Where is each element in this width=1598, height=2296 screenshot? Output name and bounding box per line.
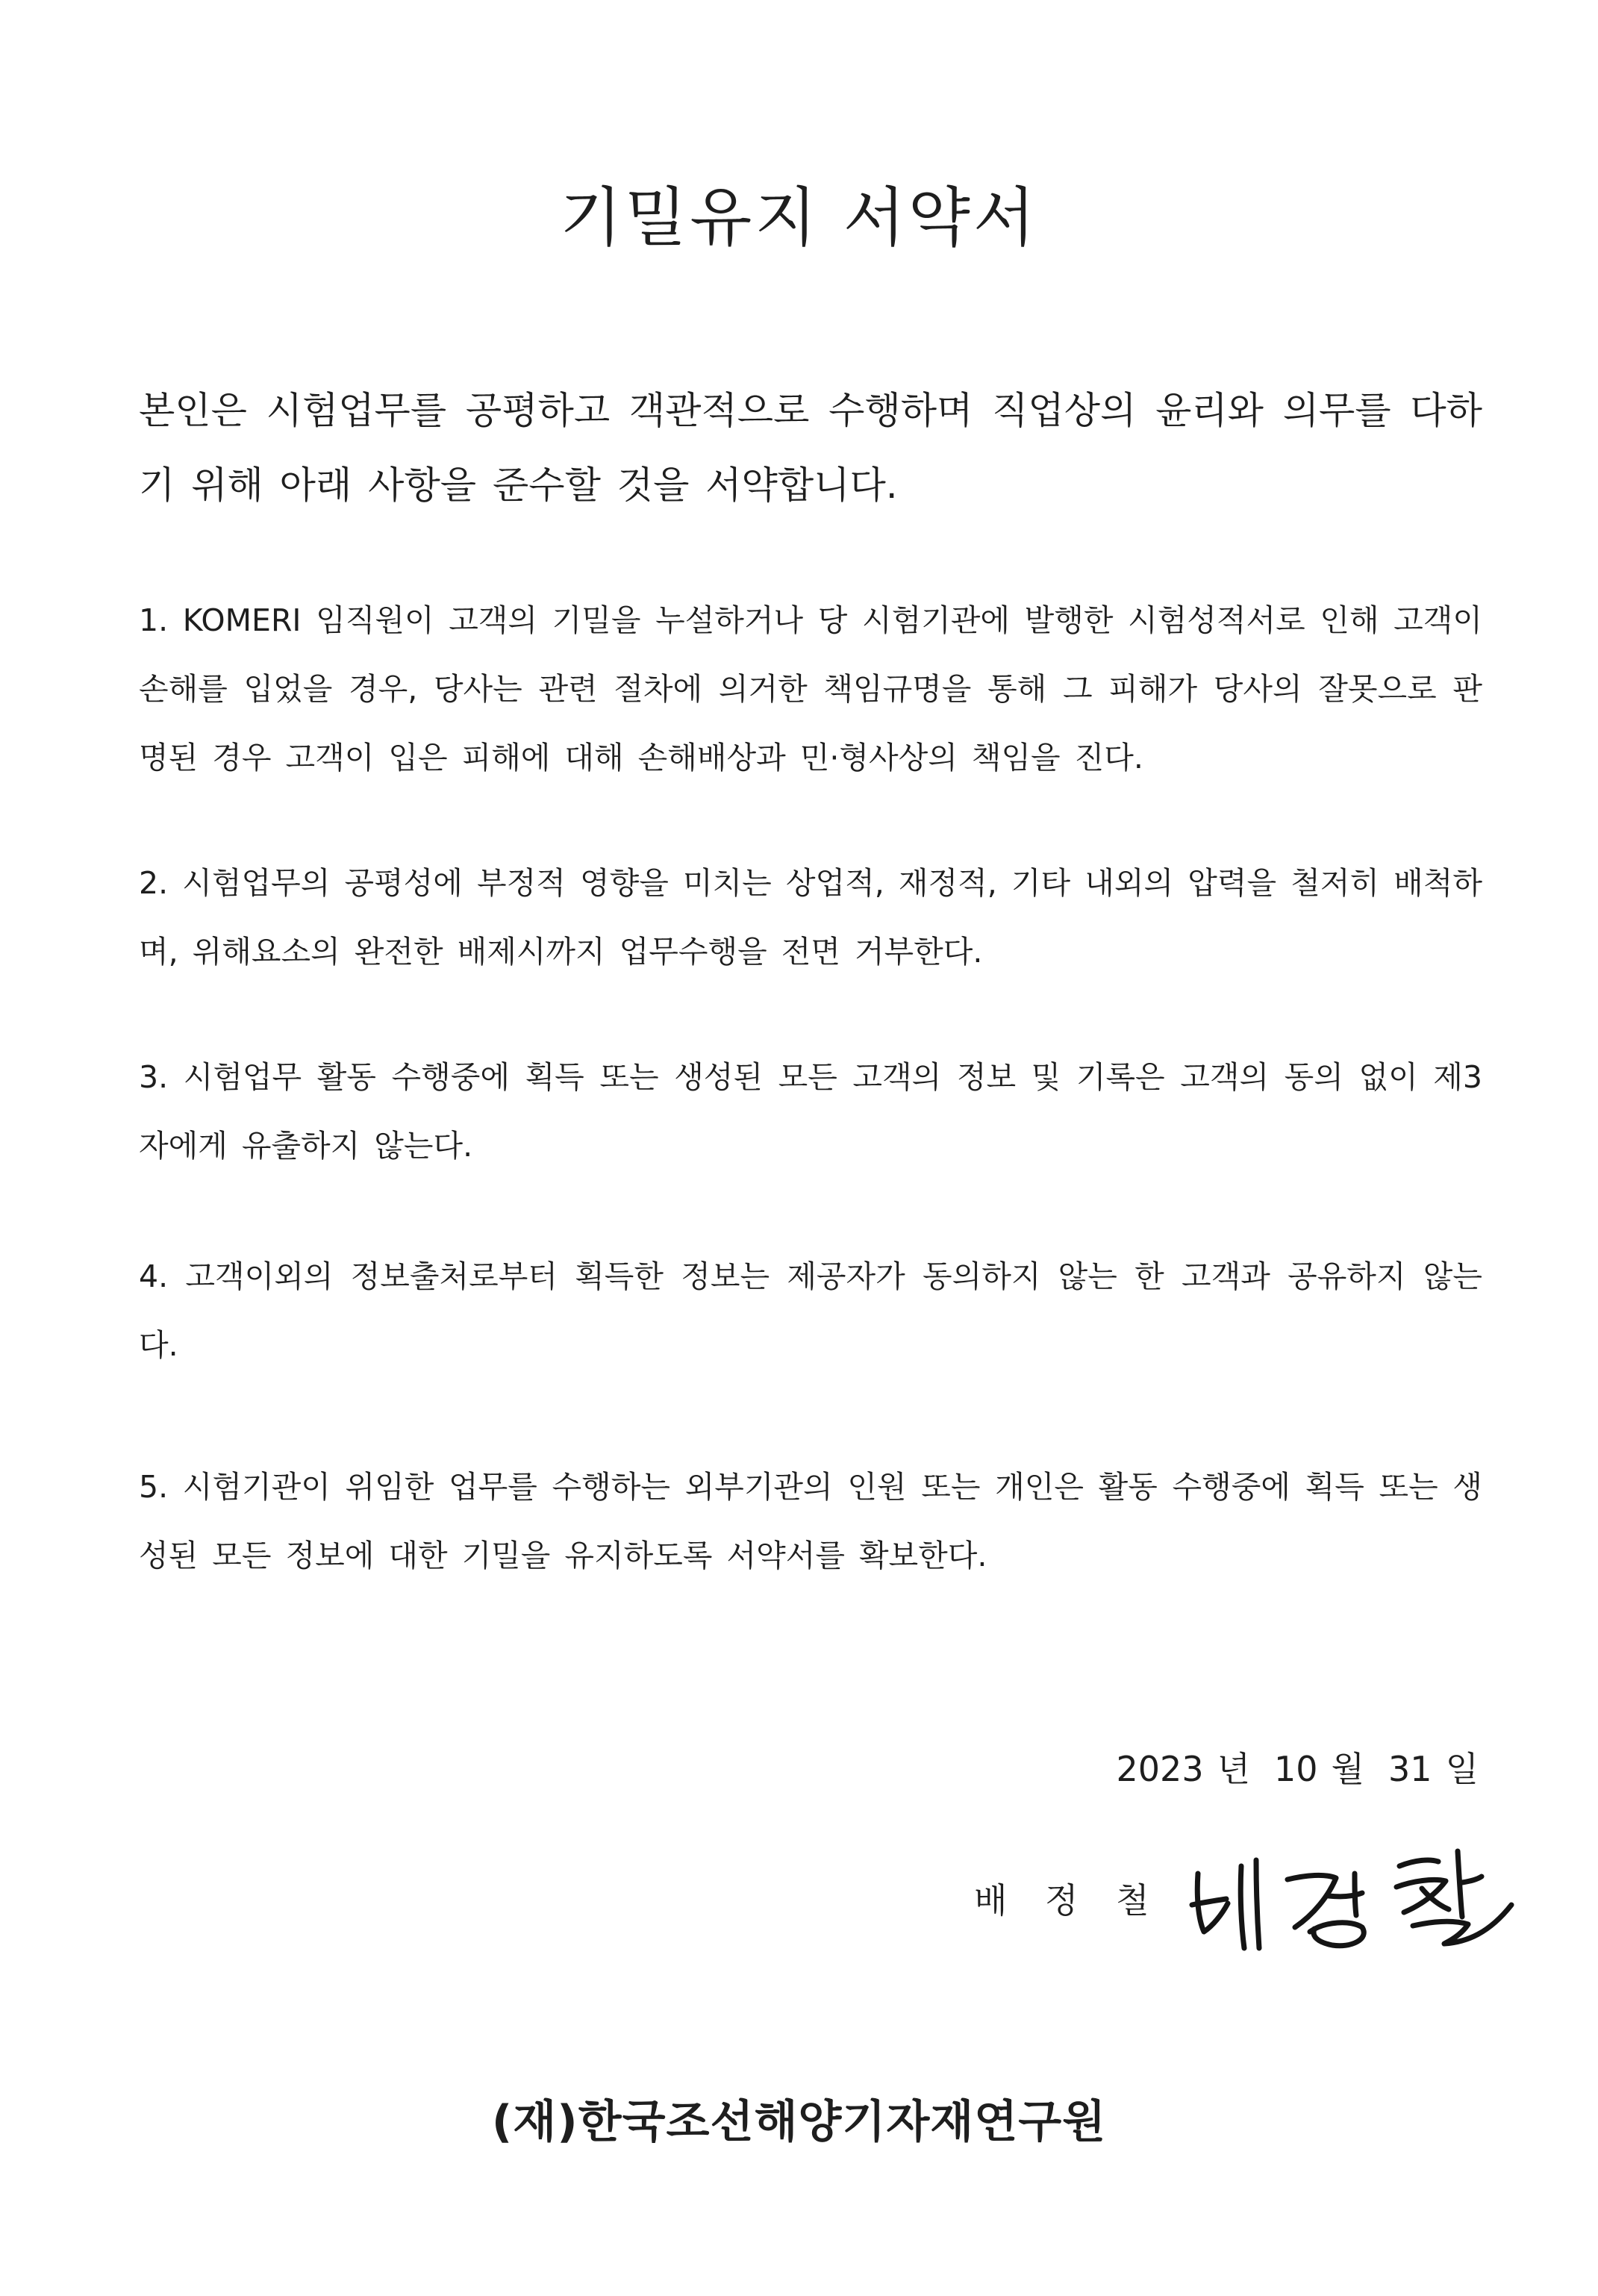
date-day: 31 xyxy=(1388,1749,1432,1789)
pledge-item-2: 2. 시험업무의 공평성에 부정적 영향을 미치는 상업적, 재정적, 기타 내외의 압력을 철저히 배척하며, 위해요소의 완전한 배제시까지 업무수행을 전면 거부한다. xyxy=(139,865,1482,970)
document-title: 기밀유지 서약서 xyxy=(560,181,1038,255)
pledge-item-3: 3. 시험업무 활동 수행중에 획득 또는 생성된 모든 고객의 정보 및 기록은 고객의 동의 없이 제3자에게 유출하지 않는다. xyxy=(139,1059,1482,1164)
pledge-intro: 본인은 시험업무를 공평하고 객관적으로 수행하며 직업상의 윤리와 의무를 다하기 위해 아래 사항을 준수할 것을 서약합니다. xyxy=(139,389,1482,507)
pledge-item-1: 1. KOMERI 임직원이 고객의 기밀을 누설하거나 당 시험기관에 발행한 시험성적서로 인해 고객이 손해를 입었을 경우, 당사는 관련 절차에 의거한 책임규명을 통해 그 피해가 당사의 잘못으로 판명된 경우 고객이 입은 피해에 대해 손해배상과 민·형사상의 책임을 진다. xyxy=(139,602,1482,776)
date-year: 2023 xyxy=(1116,1749,1204,1789)
organization-name: (재)한국조선해양기자재연구원 xyxy=(491,2096,1107,2148)
pledge-item-5: 5. 시험기관이 위임한 업무를 수행하는 외부기관의 인원 또는 개인은 활동 수행중에 획득 또는 생성된 모든 정보에 대한 기밀을 유지하도록 서약서를 확보한다. xyxy=(139,1469,1482,1573)
date-year-unit: 년 xyxy=(1217,1749,1251,1789)
signing-date xyxy=(1117,1743,1479,1795)
signer-name: 배 정 철 xyxy=(974,1880,1163,1921)
date-day-unit: 일 xyxy=(1445,1749,1479,1789)
date-month-unit: 월 xyxy=(1331,1749,1365,1789)
date-month: 10 xyxy=(1274,1749,1318,1789)
handwritten-signature xyxy=(1176,1844,1519,1956)
pledge-item-4: 4. 고객이외의 정보출처로부터 획득한 정보는 제공자가 동의하지 않는 한 고객과 공유하지 않는다. xyxy=(139,1258,1482,1363)
